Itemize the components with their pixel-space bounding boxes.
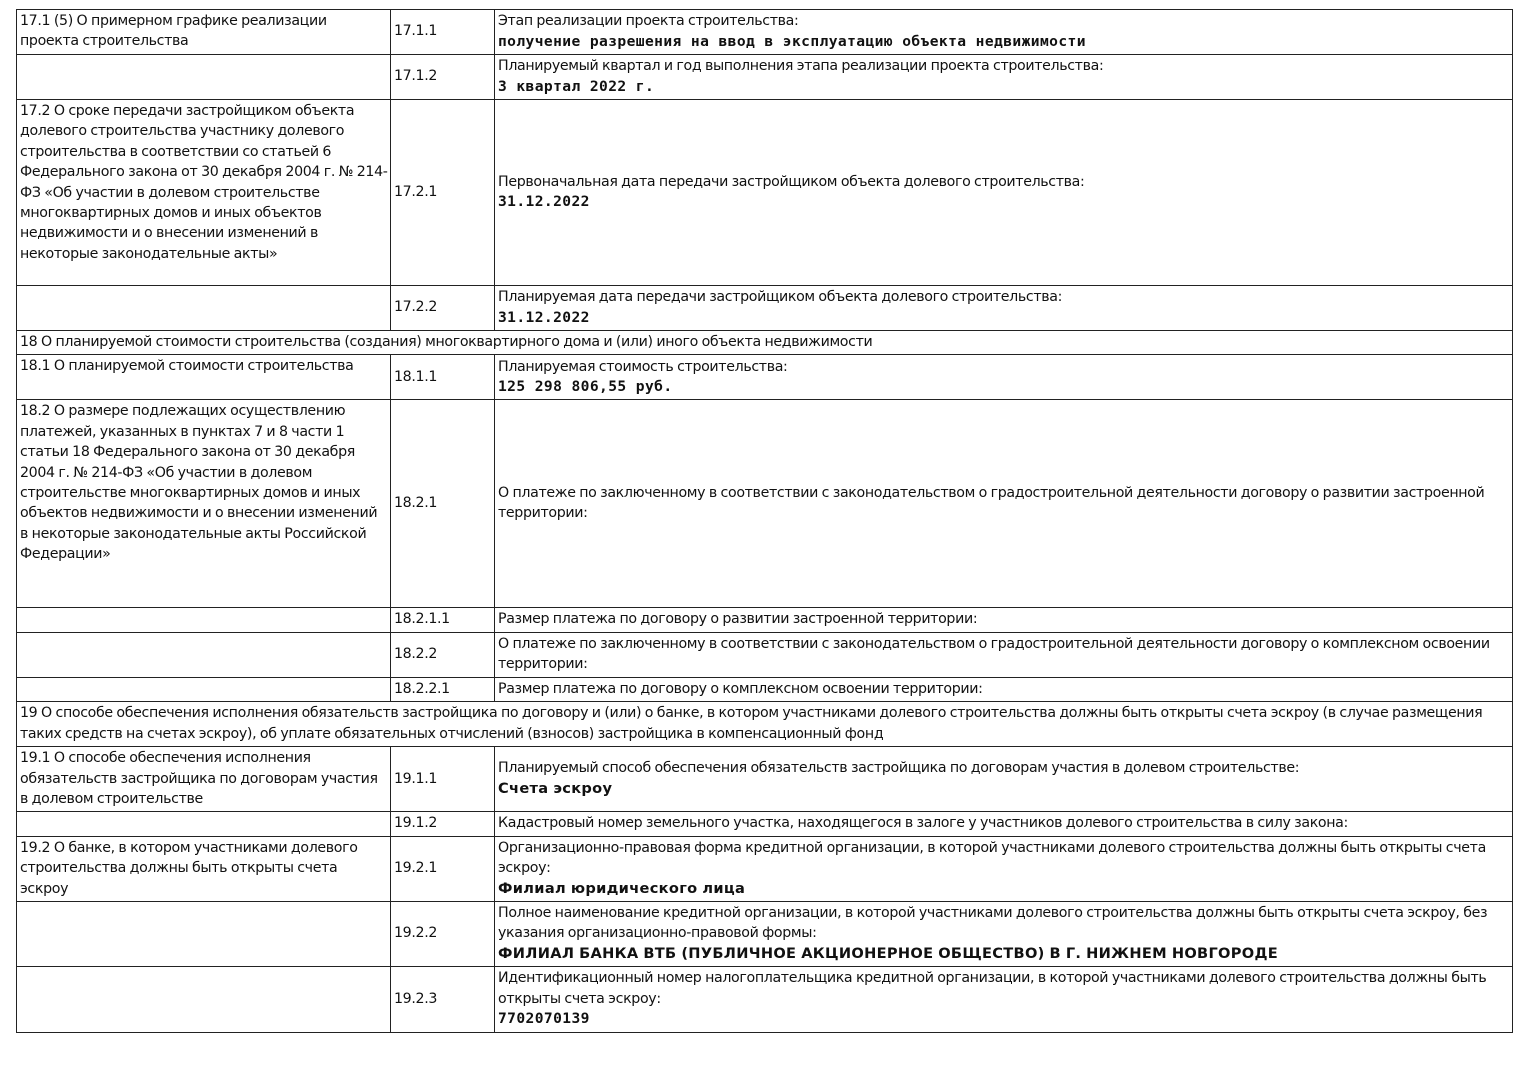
item-label: Планируемый способ обеспечения обязательств застройщика по договорам участия в долевом строительстве: (498, 760, 1300, 777)
item-label: О платеже по заключенному в соответствии с законодательством о градостроительной деятельности договору о комплексном освоении территории: (498, 635, 1490, 673)
table-row (17, 608, 1513, 632)
table-row (17, 10, 1513, 55)
table-row (17, 747, 1513, 812)
item-cell (495, 400, 1513, 608)
table-row (17, 100, 1513, 286)
item-cell (495, 967, 1513, 1032)
item-value: 3 квартал 2022 г. (498, 77, 655, 95)
item-code: 18.2.2.1 (391, 677, 495, 701)
section-heading: 19 О способе обеспечения исполнения обязательств застройщика по договору и (или) о банке, в котором участниками долевого строительства должны быть открыты счета эскроу (в случае размещения таких средств на счетах эскроу), об уплате обязательных отчислений (взносов) застройщика в компенсационный фонд (17, 702, 1513, 747)
item-label: О платеже по заключенному в соответствии с законодательством о градостроительной деятельности договору о развитии застроенной территории: (498, 485, 1485, 522)
section-heading: 18 О планируемой стоимости строительства (создания) многоквартирного дома и (или) иного объекта недвижимости (17, 331, 1513, 355)
empty-cell (17, 286, 391, 331)
table-row (17, 836, 1513, 901)
item-cell (495, 355, 1513, 400)
empty-cell (17, 632, 391, 677)
table-row (17, 286, 1513, 331)
table-row (17, 967, 1513, 1032)
item-value: 31.12.2022 (498, 308, 590, 326)
declaration-document (16, 9, 1513, 1033)
item-code: 18.2.1 (391, 400, 495, 608)
item-code: 17.2.1 (391, 100, 495, 286)
item-code: 17.1.2 (391, 55, 495, 100)
item-label: Кадастровый номер земельного участка, находящегося в залоге у участников долевого строительства в силу закона: (498, 815, 1348, 832)
item-label: Этап реализации проекта строительства: (498, 13, 799, 30)
item-code: 19.1.2 (391, 812, 495, 836)
item-cell (495, 812, 1513, 836)
item-label: Идентификационный номер налогоплательщика кредитной организации, в которой участниками долевого строительства должны быть открыты счета эскроу: (498, 970, 1487, 1007)
item-cell (495, 677, 1513, 701)
item-code: 18.2.2 (391, 632, 495, 677)
section-cell: 17.1 (5) О примерном графике реализации проекта строительства (17, 10, 391, 55)
item-code: 17.2.2 (391, 286, 495, 331)
table-row (17, 902, 1513, 967)
empty-cell (17, 55, 391, 100)
table-row (17, 355, 1513, 400)
section-cell: 18.1 О планируемой стоимости строительства (17, 355, 391, 400)
table-row (17, 400, 1513, 608)
item-label: Планируемая стоимость строительства: (498, 358, 788, 375)
table-row (17, 55, 1513, 100)
item-cell (495, 608, 1513, 632)
item-label: Организационно-правовая форма кредитной организации, в которой участниками долевого строительства должны быть открыты счета эскроу: (498, 839, 1486, 877)
declaration-table (16, 9, 1513, 1033)
item-code: 18.1.1 (391, 355, 495, 400)
item-value: 125 298 806,55 руб. (498, 377, 673, 395)
item-label: Планируемая дата передачи застройщиком объекта долевого строительства: (498, 289, 1063, 306)
item-label: Размер платежа по договору о комплексном освоении территории: (498, 680, 983, 697)
item-code: 19.2.3 (391, 967, 495, 1032)
item-label: Планируемый квартал и год выполнения этапа реализации проекта строительства: (498, 58, 1104, 75)
item-label: Размер платежа по договору о развитии застроенной территории: (498, 611, 978, 628)
item-cell (495, 55, 1513, 100)
item-value: получение разрешения на ввод в эксплуатацию объекта недвижимости (498, 32, 1086, 50)
item-value: Счета эскроу (498, 779, 613, 797)
item-cell (495, 100, 1513, 286)
item-cell (495, 836, 1513, 901)
item-code: 19.2.1 (391, 836, 495, 901)
item-cell (495, 902, 1513, 967)
section-cell: 19.2 О банке, в котором участниками долевого строительства должны быть открыты счета эскроу (17, 836, 391, 901)
table-row (17, 677, 1513, 701)
item-value: 31.12.2022 (498, 193, 590, 210)
item-cell (495, 747, 1513, 812)
section-cell: 18.2 О размере подлежащих осуществлению платежей, указанных в пунктах 7 и 8 части 1 статьи 18 Федерального закона от 30 декабря 2004 г. № 214-ФЗ «Об участии в долевом строительстве многоквартирных домов и иных объектов недвижимости и о внесении изменений в некоторые законодательные акты Российской Федерации» (17, 400, 391, 608)
empty-cell (17, 967, 391, 1032)
item-code: 19.1.1 (391, 747, 495, 812)
item-code: 19.2.2 (391, 902, 495, 967)
item-cell (495, 10, 1513, 55)
item-label: Полное наименование кредитной организации, в которой участниками долевого строительства должны быть открыты счета эскроу, без указания организационно-правовой формы: (498, 905, 1488, 942)
item-code: 18.2.1.1 (391, 608, 495, 632)
item-code: 17.1.1 (391, 10, 495, 55)
table-row (17, 632, 1513, 677)
section-cell: 17.2 О сроке передачи застройщиком объекта долевого строительства участнику долевого строительства в соответствии со статьей 6 Федерального закона от 30 декабря 2004 г. № 214-ФЗ «Об участии в долевом строительстве многоквартирных домов и иных объектов недвижимости и о внесении изменений в некоторые законодательные акты» (17, 100, 391, 286)
section-heading-row (17, 331, 1513, 355)
item-value: ФИЛИАЛ БАНКА ВТБ (ПУБЛИЧНОЕ АКЦИОНЕРНОЕ ОБЩЕСТВО) В Г. НИЖНЕМ НОВГОРОДЕ (498, 944, 1279, 962)
item-label: Первоначальная дата передачи застройщиком объекта долевого строительства: (498, 173, 1085, 190)
item-cell (495, 632, 1513, 677)
empty-cell (17, 608, 391, 632)
item-value: 7702070139 (498, 1010, 590, 1028)
section-heading-row (17, 702, 1513, 747)
empty-cell (17, 677, 391, 701)
empty-cell (17, 902, 391, 967)
item-value: Филиал юридического лица (498, 879, 746, 897)
item-cell (495, 286, 1513, 331)
empty-cell (17, 812, 391, 836)
table-row (17, 812, 1513, 836)
section-cell: 19.1 О способе обеспечения исполнения обязательств застройщика по договорам участия в долевом строительстве (17, 747, 391, 812)
